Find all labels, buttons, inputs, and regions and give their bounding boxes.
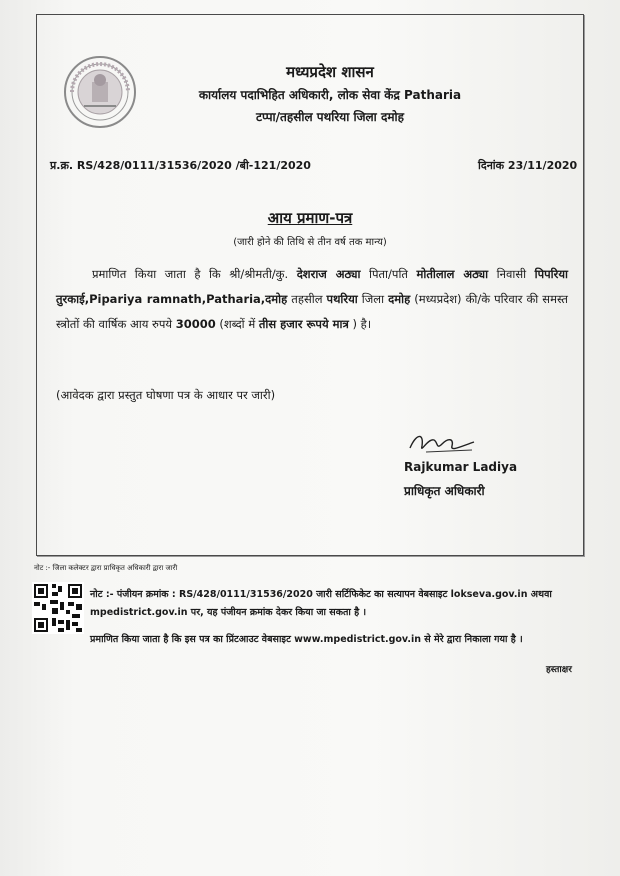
body-text: (शब्दों में [215,317,259,331]
signature-mark [402,424,482,458]
office-name: कार्यालय पदाभिहित अधिकारी, लोक सेवा केंद्र Patharia [198,88,462,102]
printout-note: प्रमाणित किया जाता है कि इस पत्र का प्रिंटआउट वेबसाइट www.mpedistrict.gov.in से मेरे द्वारा निकाला गया है । [90,634,523,645]
body-text: ) है। [348,317,372,331]
district-name: दमोह [388,292,411,306]
certificate-title: आय प्रमाण-पत्र [267,209,353,227]
certificate-body [56,262,568,337]
issued-by-note: नोट :- जिला कलेक्टर द्वारा प्राधिकृत अधिकारी द्वारा जारी [34,564,178,572]
body-text: (मध्यप्रदेश) की/के परिवार की समस्त स्त्रोतों की वार्षिक आय रुपये [56,292,568,331]
verification-note: नोट :- पंजीयन क्रमांक : RS/428/0111/31536/2020 जारी सर्टिफिकेट का सत्यापन वेबसाइट lokseva.gov.in अथवा mpedistrict.gov.in पर, यह पंजीयन क्रमांक देकर किया जा सकता है । [90,589,552,618]
certificate-validity: (जारी होने की तिथि से तीन वर्ष तक मान्य) [233,237,387,248]
body-text: पिता/पति [360,267,417,281]
office-location: टप्पा/तहसील पथरिया जिला दमोह [255,110,404,124]
signature-label: हस्ताक्षर [546,665,572,675]
applicant-address: पिपरिया तुरकाई,Pipariya ramnath,Patharia,दमोह [56,267,568,306]
reference-number: प्र.क्र. RS/428/0111/31536/2020 /बी-121/2020 [50,159,311,172]
applicant-name: देशराज अठ्या [296,267,361,281]
father-name: मोतीलाल अठ्या [416,267,489,281]
govt-name: मध्यप्रदेश शासन [286,63,374,81]
declaration-note: (आवेदक द्वारा प्रस्तुत घोषणा पत्र के आधार पर जारी) [56,388,276,402]
tehsil-name: पथरिया [326,292,358,306]
income-amount: 30000 [175,317,216,331]
qr-code-icon [32,582,84,634]
body-text: निवासी [488,267,535,281]
body-text: प्रमाणित किया जाता है कि श्री/श्रीमती/कु. [92,267,297,281]
body-text: तहसील [287,292,327,306]
signatory-name: Rajkumar Ladiya [404,460,518,474]
issue-date: दिनांक 23/11/2020 [478,159,578,172]
income-in-words: तीस हजार रूपये मात्र [258,317,349,331]
signatory-designation: प्राधिकृत अधिकारी [404,484,485,498]
mp-government-emblem [62,54,138,130]
body-text: जिला [357,292,389,306]
